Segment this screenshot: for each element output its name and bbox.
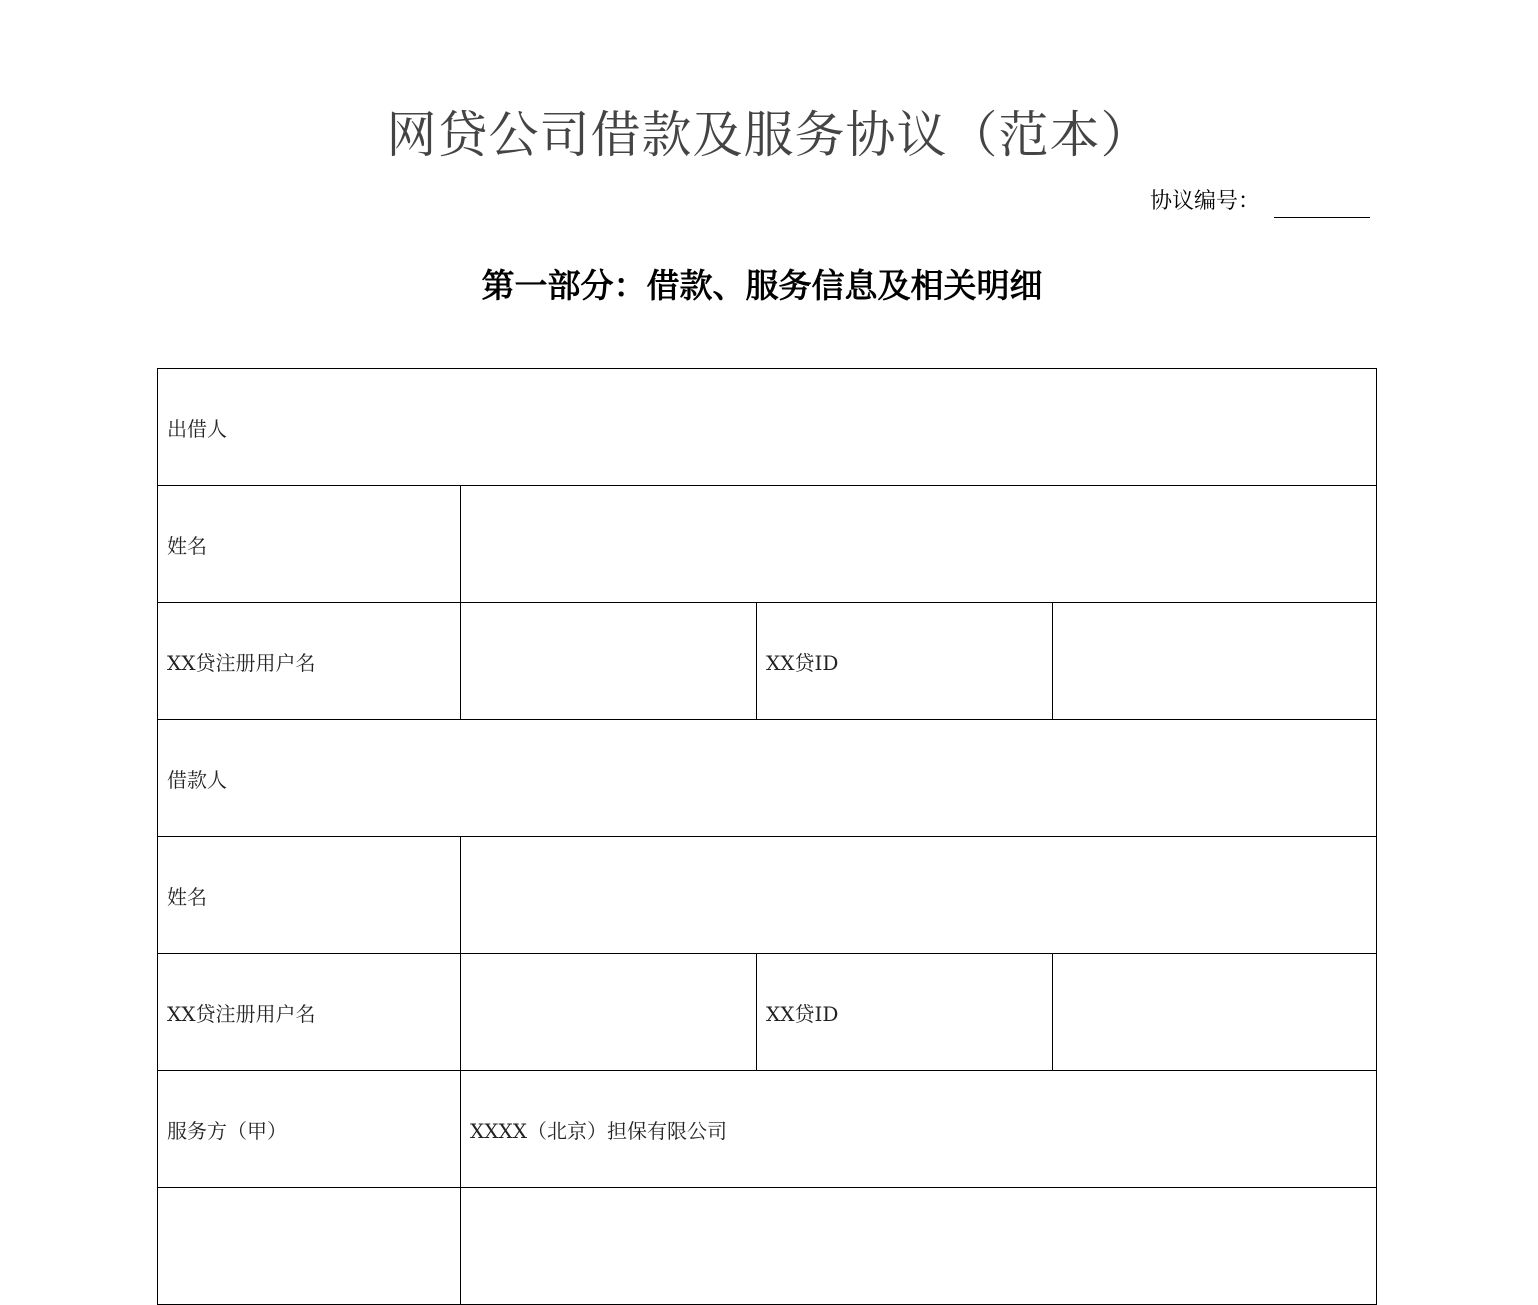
agreement-number <box>1150 186 1370 218</box>
lender-username-label: XX贷注册用户名 <box>158 603 461 720</box>
lender-id-label: XX贷ID <box>757 603 1053 720</box>
table-row <box>158 837 1377 954</box>
lender-username-value <box>461 603 757 720</box>
lender-name-label: 姓名 <box>158 486 461 603</box>
service-party-value: XXXX（北京）担保有限公司 <box>461 1071 1377 1188</box>
table-row <box>158 1071 1377 1188</box>
borrower-id-label: XX贷ID <box>757 954 1053 1071</box>
borrower-name-value <box>461 837 1377 954</box>
borrower-header: 借款人 <box>158 720 1377 837</box>
table-row <box>158 720 1377 837</box>
section-title: 第一部分：借款、服务信息及相关明细 <box>481 266 1043 305</box>
agreement-number-label: 协议编号： <box>1150 189 1261 214</box>
borrower-name-label: 姓名 <box>158 837 461 954</box>
table-row <box>158 954 1377 1071</box>
lender-header: 出借人 <box>158 369 1377 486</box>
borrower-id-value <box>1053 954 1377 1071</box>
borrower-username-value <box>461 954 757 1071</box>
lender-id-value <box>1053 603 1377 720</box>
document-title: 网贷公司借款及服务协议（范本） <box>386 106 1152 164</box>
lender-name-value <box>461 486 1377 603</box>
table-row <box>158 1188 1377 1305</box>
service-party-label: 服务方（甲） <box>158 1071 461 1188</box>
info-table <box>157 368 1377 1305</box>
agreement-number-blank <box>1274 191 1370 218</box>
table-row <box>158 369 1377 486</box>
next-row-label <box>158 1188 461 1305</box>
table-row <box>158 486 1377 603</box>
borrower-username-label: XX贷注册用户名 <box>158 954 461 1071</box>
table-row <box>158 603 1377 720</box>
next-row-value <box>461 1188 1377 1305</box>
